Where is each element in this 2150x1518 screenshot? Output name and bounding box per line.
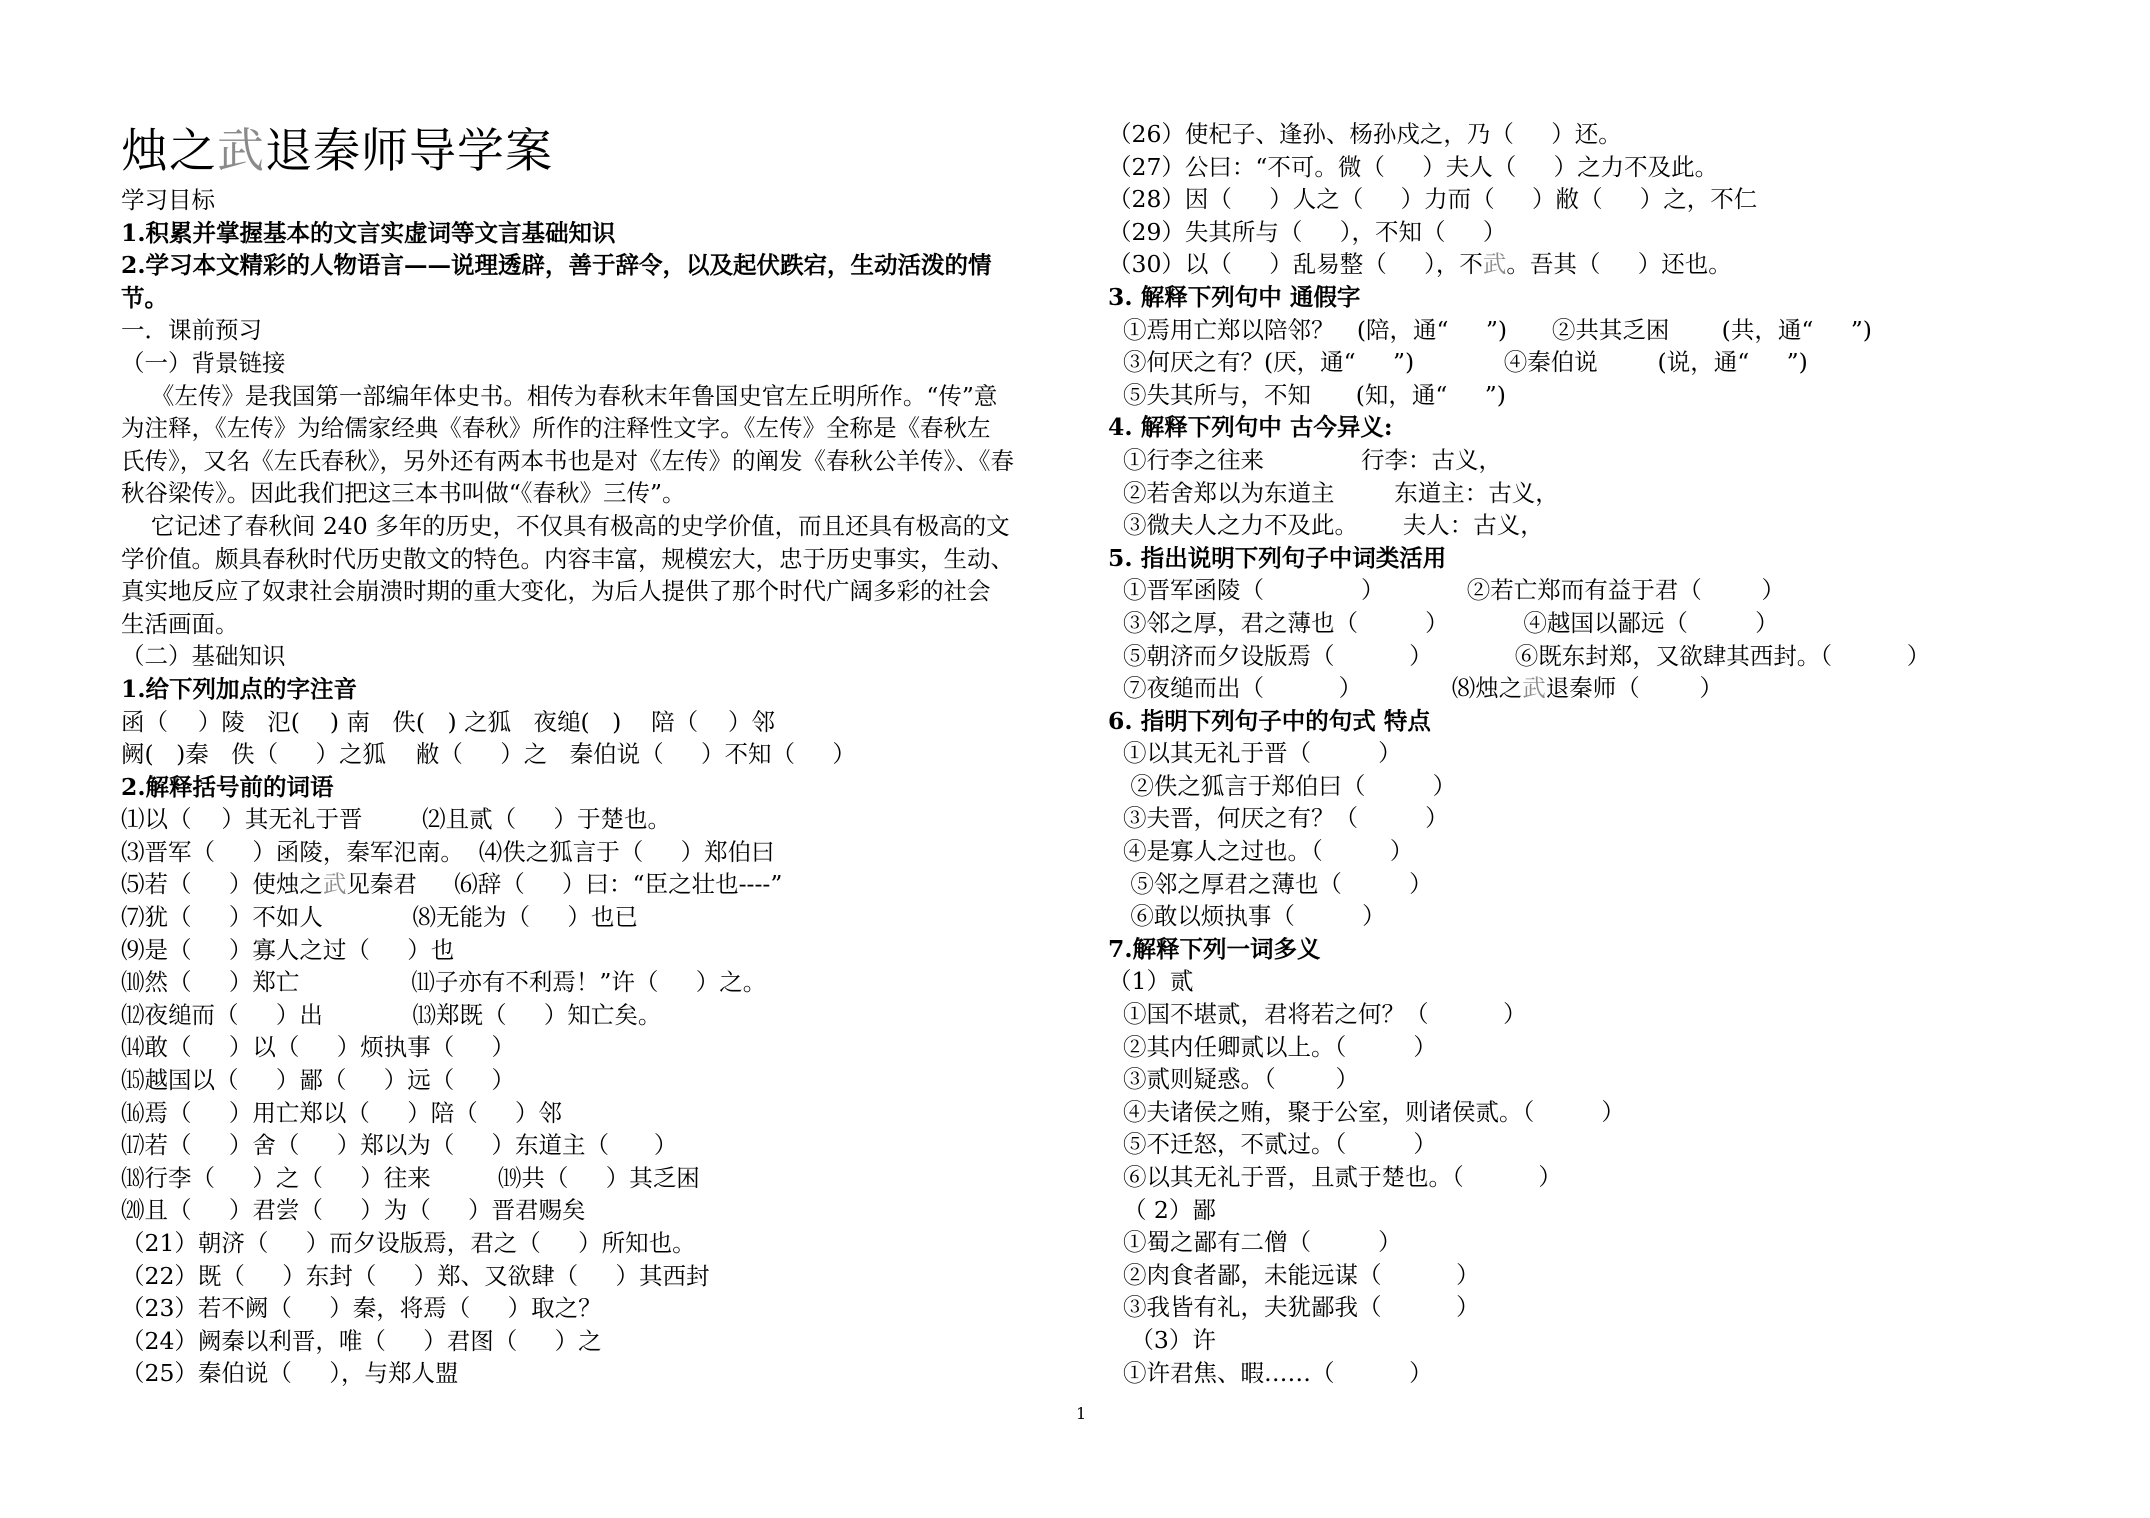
text-line: 4. 解释下列句中 古今异义: bbox=[1108, 413, 1393, 442]
text-line: ⒂越国以（ ）鄙（ ）远（ ） bbox=[121, 1066, 516, 1095]
text-line: 5. 指出说明下列句子中词类活用 bbox=[1108, 543, 1447, 572]
text-line: ⑶晋军（ ）函陵，秦军氾南。 ⑷佚之狐言于（ ）郑伯曰 bbox=[121, 837, 775, 866]
text-line: 1.给下列加点的字注音 bbox=[121, 674, 358, 703]
text-line: ⑦夜缒而出（ ） ⑻烛之武退秦师（ ） bbox=[1108, 674, 1724, 703]
text-line: ⑺犹（ ）不如人 ⑻无能为（ ）也已 bbox=[121, 903, 638, 932]
text-line: ⑥敢以烦执事（ ） bbox=[1108, 902, 1386, 931]
text-line: （一）背景链接 bbox=[121, 348, 286, 377]
text-line: ⑸若（ ）使烛之武见秦君 ⑹辞（ ）曰：“臣之壮也----” bbox=[121, 870, 783, 899]
text-line: ②肉食者鄙，未能远谋（ ） bbox=[1108, 1260, 1480, 1289]
text-line: （29）失其所与（ ），不知（ ） bbox=[1108, 217, 1507, 246]
text-line: （ 2）鄙 bbox=[1108, 1195, 1216, 1224]
text-line: ④是寡人之过也。（ ） bbox=[1108, 837, 1414, 866]
text-line: （24）阙秦以利晋，唯（ ）君图（ ）之 bbox=[121, 1326, 602, 1355]
text-line: 秋谷梁传》。因此我们把这三本书叫做“《春秋》三传”。 bbox=[121, 479, 686, 508]
text-line: （21）朝济（ ）而夕设版焉，君之（ ）所知也。 bbox=[121, 1229, 696, 1257]
text-line: ⒅行李（ ）之（ ）往来 ⒆共（ ）其乏困 bbox=[121, 1163, 700, 1192]
text-line: （3）许 bbox=[1108, 1325, 1216, 1354]
text-line: ⒃焉（ ）用亡郑以（ ）陪（ ）邻 bbox=[121, 1098, 563, 1127]
text-line: ②佚之狐言于郑伯曰（ ） bbox=[1108, 771, 1457, 800]
text-line: ⑤朝济而夕设版焉（ ） ⑥既东封郑，又欲肆其西封。（ ） bbox=[1108, 641, 1931, 670]
text-line: 6. 指明下列句子中的句式 特点 bbox=[1108, 706, 1431, 735]
text-line: ⑤邻之厚君之薄也（ ） bbox=[1108, 869, 1433, 898]
text-line: （28）因（ ）人之（ ）力而（ ）敝（ ）之，不仁 bbox=[1108, 185, 1758, 214]
text-line: 一．课前预习 bbox=[121, 316, 262, 345]
text-line: ⑴以（ ）其无礼于晋 ⑵且贰（ ）于楚也。 bbox=[121, 805, 671, 834]
text-line: ③我皆有礼，夫犹鄙我（ ） bbox=[1108, 1293, 1480, 1322]
text-line: ⑤不迁怒，不贰过。（ ） bbox=[1108, 1130, 1437, 1159]
text-line: ⑿夜缒而（ ）出 ⒀郑既（ ）知亡矣。 bbox=[121, 1000, 662, 1029]
text-line: ③夫晋，何厌之有？（ ） bbox=[1108, 804, 1449, 833]
text-line: （二）基础知识 bbox=[121, 642, 286, 671]
text-line: ③何厌之有？(厌，通“ ”) ④秦伯说 (说，通“ ”) bbox=[1108, 348, 1808, 377]
left-column bbox=[121, 122, 1069, 1390]
left-text-block bbox=[121, 184, 1069, 1390]
text-line: ⒁敢（ ）以（ ）烦执事（ ） bbox=[121, 1033, 516, 1062]
text-line: ⑽然（ ）郑亡 ⑾子亦有不利焉！”许（ ）之。 bbox=[121, 968, 767, 997]
text-line: ③贰则疑惑。（ ） bbox=[1108, 1065, 1359, 1094]
text-line: 3. 解释下列句中 通假字 bbox=[1108, 282, 1361, 311]
text-line: ⑼是（ ）寡人之过（ ）也 bbox=[121, 935, 455, 964]
text-line: 阙( )秦 佚（ ）之狐 敝（ ）之 秦伯说（ ）不知（ ） bbox=[121, 740, 856, 769]
text-line: ①许君焦、暇……（ ） bbox=[1108, 1358, 1433, 1387]
text-line: ②其内任卿贰以上。（ ） bbox=[1108, 1032, 1437, 1061]
text-line: ④夫诸侯之贿，聚于公室，则诸侯贰。（ ） bbox=[1108, 1097, 1625, 1126]
text-line: ①行李之往来 行李：古义， bbox=[1108, 445, 1503, 474]
text-line: ①蜀之鄙有二僧（ ） bbox=[1108, 1228, 1402, 1257]
text-line: 7.解释下列一词多义 bbox=[1108, 934, 1321, 963]
text-line: 《左传》是我国第一部编年体史书。相传为春秋末年鲁国史官左丘明所作。“传”意 bbox=[121, 381, 998, 410]
text-line: 节。 bbox=[121, 283, 168, 312]
text-line: （26）使杞子、逢孙、杨孙戍之，乃（ ）还。 bbox=[1108, 120, 1622, 148]
text-line: ⒇且（ ）君尝（ ）为（ ）晋君赐矣 bbox=[121, 1196, 586, 1225]
right-column bbox=[1108, 118, 2008, 1389]
text-line: 学价值。颇具春秋时代历史散文的特色。内容丰富，规模宏大，忠于历史事实，生动、 bbox=[121, 544, 1014, 573]
text-line: ⑥以其无礼于晋，且贰于楚也。（ ） bbox=[1108, 1163, 1562, 1191]
text-line: 氏传》，又名《左氏春秋》，另外还有两本书也是对《左传》的阐发《春秋公羊传》、《春 bbox=[121, 446, 1014, 475]
text-line: 生活画面。 bbox=[121, 609, 239, 638]
text-line: ⒄若（ ）舍（ ）郑以为（ ）东道主（ ） bbox=[121, 1131, 678, 1160]
text-line: 函（ ）陵 氾( ) 南 佚( ) 之狐 夜缒( ) 陪（ ）邻 bbox=[121, 707, 776, 736]
text-line: ①晋军函陵（ ） ②若亡郑而有益于君（ ） bbox=[1108, 576, 1785, 605]
page-title: 烛之武退秦师导学案 bbox=[121, 124, 553, 179]
page-number: 1 bbox=[1076, 1404, 1087, 1423]
text-line: ⑤失其所与，不知 (知，通“ ”) bbox=[1108, 380, 1506, 409]
text-line: 为注释，《左传》为给儒家经典《春秋》所作的注释性文字。《左传》全称是《春秋左 bbox=[121, 414, 991, 443]
text-line: 2.解释括号前的词语 bbox=[121, 772, 334, 801]
text-line: 2.学习本文精彩的人物语言——说理透辟，善于辞令，以及起伏跌宕，生动活泼的情 bbox=[121, 251, 992, 280]
text-line: ③邻之厚，君之薄也（ ） ④越国以鄙远（ ） bbox=[1108, 608, 1779, 637]
text-line: ③微夫人之力不及此。 夫人：古义， bbox=[1108, 511, 1544, 540]
text-line: ①以其无礼于晋（ ） bbox=[1108, 739, 1402, 768]
text-line: （23）若不阙（ ）秦，将焉（ ）取之？ bbox=[121, 1294, 602, 1323]
text-line: （30）以（ ）乱易整（ ），不武。吾其（ ）还也。 bbox=[1108, 250, 1732, 279]
text-line: 真实地反应了奴隶社会崩溃时期的重大变化，为后人提供了那个时代广阔多彩的社会 bbox=[121, 577, 991, 606]
text-line: （25）秦伯说（ ），与郑人盟 bbox=[121, 1359, 459, 1388]
text-line: ①国不堪贰，君将若之何？（ ） bbox=[1108, 1000, 1527, 1029]
text-line: ①焉用亡郑以陪邻？ (陪，通“ ”) ②共其乏困 (共，通“ ”) bbox=[1108, 315, 1872, 344]
text-line: ②若舍郑以为东道主 东道主：古义， bbox=[1108, 478, 1559, 507]
text-line: 它记述了春秋间 240 多年的历史，不仅具有极高的史学价值，而且还具有极高的文 bbox=[121, 511, 1010, 540]
text-line: 1.积累并掌握基本的文言实虚词等文言基础知识 bbox=[121, 218, 616, 247]
text-line: （22）既（ ）东封（ ）郑、又欲肆（ ）其西封 bbox=[121, 1261, 710, 1290]
text-line: （27）公曰：“不可。微（ ）夫人（ ）之力不及此。 bbox=[1108, 152, 1719, 181]
text-line: （1）贰 bbox=[1108, 967, 1194, 996]
text-line: 学习目标 bbox=[121, 186, 215, 214]
right-text-block bbox=[1108, 118, 2008, 1389]
